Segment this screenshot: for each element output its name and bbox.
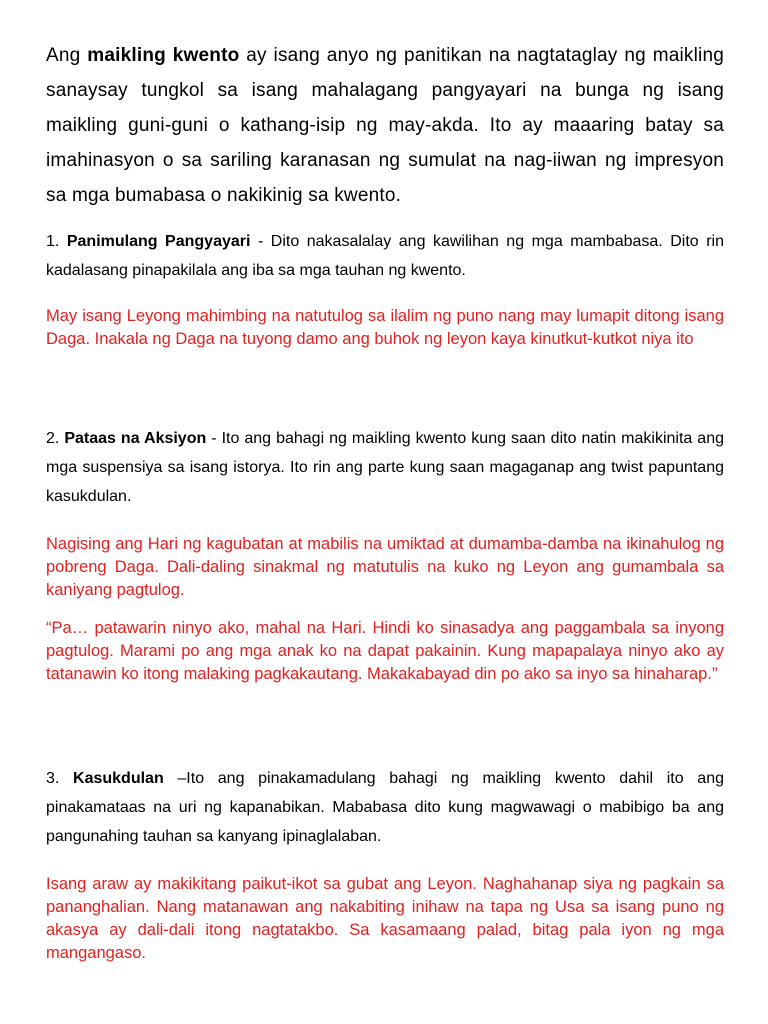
section-3-definition	[46, 764, 724, 851]
section-2-quote: “Pa… patawarin ninyo ako, mahal na Hari. Hindi ko sinasadya ang paggambala sa inyong pagtulog. Marami po ang mga anak ko na dapat pakainin. Kung mapapalaya ninyo ako ay tatanawin ko itong malaking pagkakautang. Makakabayad din po ako sa inyo sa hinaharap.”	[46, 619, 724, 683]
intro-term: maikling kwento	[87, 45, 240, 66]
intro-text: ay isang anyo ng panitikan na nagtataglay ng maikling sanaysay tungkol sa isang mahalagang pangyayari na bunga ng isang maikling guni-guni o kathang-isip ng may-akda. Ito ay maaaring batay sa imahinasyon o sa sariling karanasan ng sumulat na nag-iiwan ng impresyon sa mga bumabasa o nakikinig sa kwento.	[46, 45, 724, 206]
section-1-definition-text: - Dito nakasalalay ang kawilihan ng mga mambabasa. Dito rin kadalasang pinapakilala ang iba sa mga tauhan ng kwento.	[46, 233, 724, 279]
section-3-number: 3.	[46, 770, 74, 787]
section-2-number: 2.	[46, 430, 65, 447]
section-1-story: May isang Leyong mahimbing na natutulog sa ilalim ng puno nang may lumapit ditong isang Daga. Inakala ng Daga na tuyong damo ang buhok ng leyon kaya kinutkut-kutkot niya ito	[46, 307, 724, 348]
section-2-definition	[46, 424, 724, 511]
section-1-number: 1.	[46, 233, 67, 250]
section-2-definition-text: - Ito ang bahagi ng maikling kwento kung saan dito natin makikinita ang mga suspensiya sa isang istorya. Ito rin ang parte kung saan magaganap ang twist papuntang kasukdulan.	[46, 430, 724, 505]
intro-lead: Ang	[46, 45, 88, 66]
section-1-definition	[46, 227, 724, 285]
intro-paragraph	[46, 38, 724, 213]
section-1-heading: Panimulang Pangyayari	[66, 233, 251, 250]
section-2-heading: Pataas na Aksiyon	[64, 430, 207, 447]
section-2-story: Nagising ang Hari ng kagubatan at mabilis na umiktad at dumamba-damba na ikinahulog ng pobreng Daga. Dali-daling sinakmal ng matutulis na kuko ng Leyon ang gumambala sa kaniyang pagtulog.	[46, 535, 724, 599]
section-3-heading: Kasukdulan	[73, 770, 164, 787]
section-3-story: Isang araw ay makikitang paikut-ikot sa gubat ang Leyon. Naghahanap siya ng pagkain sa pananghalian. Nang matanawan ang nakabiting inihaw na tapa ng Usa sa isang puno ng akasya ay dali-dali itong nagtatakbo. Sa kasamaang palad, bitag pala iyon ng mga mangangaso.	[46, 875, 724, 962]
section-3-definition-text: –Ito ang pinakamadulang bahagi ng maikling kwento dahil ito ang pinakamataas na uri ng kapanabikan. Mababasa dito kung magwawagi o mabibigo ba ang pangunahing tauhan sa kanyang ipinaglalaban.	[46, 770, 724, 845]
